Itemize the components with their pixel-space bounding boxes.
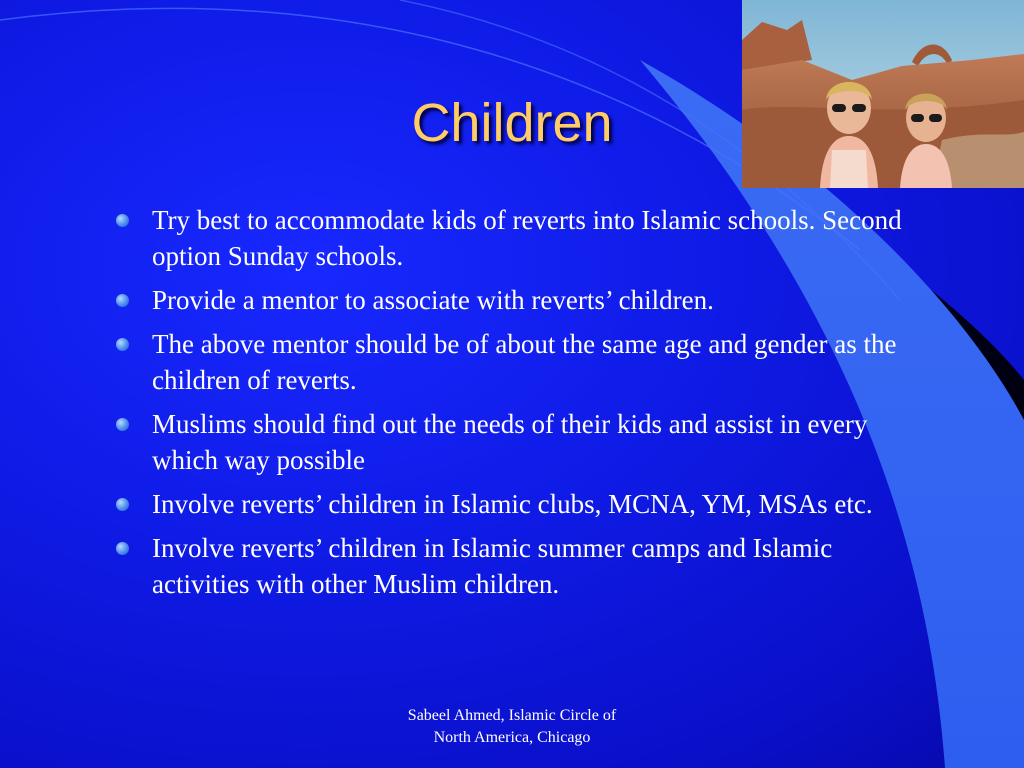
bullet-icon — [116, 338, 129, 351]
bullet-item — [112, 406, 912, 478]
bullet-icon — [116, 498, 129, 511]
bullet-item — [112, 486, 912, 522]
bullet-item — [112, 282, 912, 318]
bullet-text: Involve reverts’ children in Islamic clubs, MCNA, YM, MSAs etc. — [152, 489, 873, 519]
bullet-item — [112, 202, 912, 274]
bullet-text: Try best to accommodate kids of reverts into Islamic schools. Second option Sunday schools. — [152, 205, 902, 271]
bullet-item — [112, 530, 912, 602]
slide-title: Children — [411, 93, 613, 153]
bullet-icon — [116, 214, 129, 227]
footer-line-2: North America, Chicago — [433, 729, 591, 746]
footer-line-1: Sabeel Ahmed, Islamic Circle of — [407, 707, 617, 724]
bullet-icon — [116, 542, 129, 555]
bullet-icon — [116, 294, 129, 307]
bullet-text: Involve reverts’ children in Islamic summer camps and Islamic activities with other Muslim children. — [152, 533, 833, 599]
bullet-text: Provide a mentor to associate with reverts’ children. — [152, 285, 714, 315]
bullet-text: Muslims should find out the needs of their kids and assist in every which way possible — [152, 409, 868, 475]
bullet-item — [112, 326, 912, 398]
bullet-text: The above mentor should be of about the same age and gender as the children of reverts. — [152, 329, 897, 395]
bullet-list — [112, 202, 912, 610]
bullet-icon — [116, 418, 129, 431]
slide-footer — [352, 705, 672, 749]
